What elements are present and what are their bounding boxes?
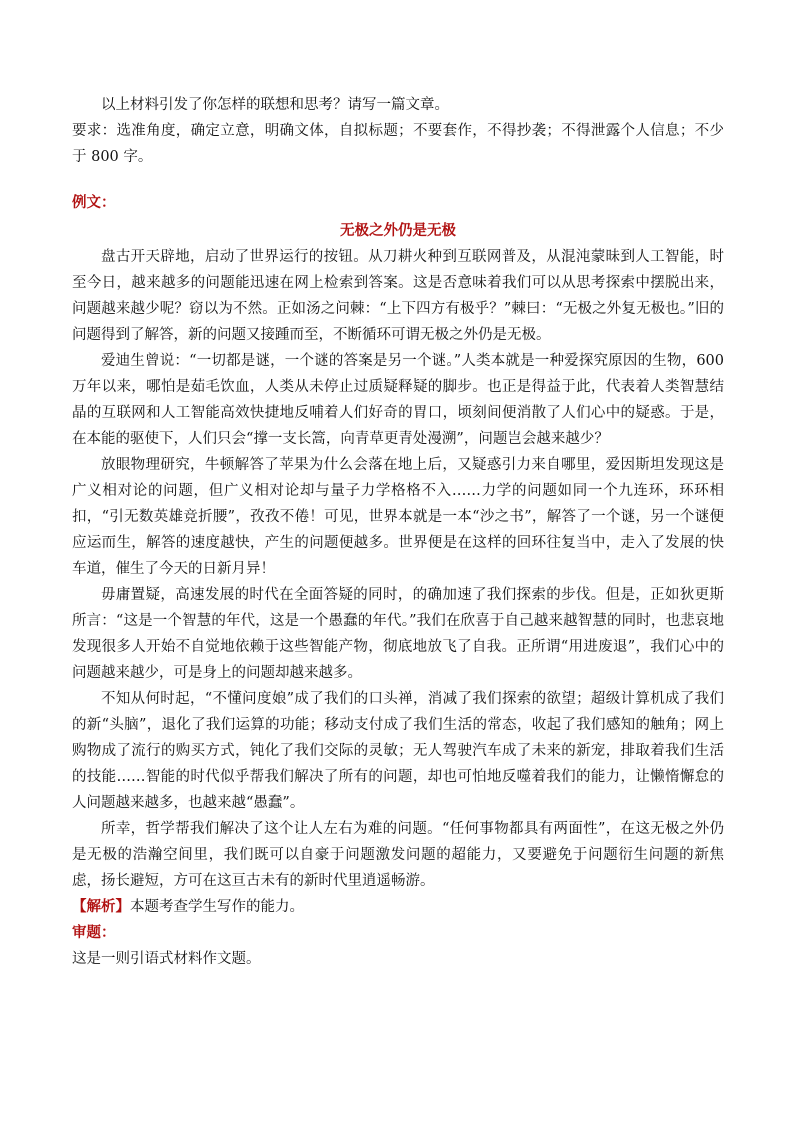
- document-page: [72, 92, 724, 972]
- analysis-label: 【解析】: [72, 898, 130, 915]
- analysis-line: [72, 894, 724, 920]
- essay-paragraph-1: 盘古开天辟地，启动了世界运行的按钮。从刀耕火种到互联网普及，从混沌蒙昧到人工智能，时至今日，越来越多的问题能迅速在网上检索到答案。这是否意味着我们可以从思考探索中摆脱出来，问题越来越少呢？窃以为不然。正如汤之问棘：“上下四方有极乎？”棘曰：“无极之外复无极也。”旧的问题得到了解答，新的问题又接踵而至，不断循环可谓无极之外仍是无极。: [72, 249, 724, 343]
- prompt-intro: 以上材料引发了你怎样的联想和思考？请写一篇文章。: [101, 97, 449, 113]
- essay-paragraph-4: 毋庸置疑，高速发展的时代在全面答疑的同时，的确加速了我们探索的步伐。但是，正如狄更斯所言：“这是一个智慧的年代，这是一个愚蠢的年代。”我们在欣喜于自己越来越智慧的同时，也悲哀地发现很多人开始不自觉地依赖于这些智能产物，彻底地放飞了自我。正所谓“用进废退”，我们心中的问题越来越少，可是身上的问题却越来越多。: [72, 587, 724, 681]
- review-label: 审题：: [72, 924, 116, 941]
- essay-paragraph-2: 爱迪生曾说：“一切都是谜，一个谜的答案是另一个谜。”人类本就是一种爱探究原因的生物，600 万年以来，哪怕是茹毛饮血，人类从未停止过质疑释疑的脚步。也正是得益于此，代表着人类智慧结晶的互联网和人工智能高效快捷地反哺着人们好奇的胃口，顷刻间便消散了人们心中的疑惑。于是，在本能的驱使下，人们只会“撑一支长篙，向青草更青处漫溯”，问题岂会越来越少？: [72, 353, 724, 447]
- prompt-requirement: 要求：选准角度，确定立意，明确文体，自拟标题；不要套作，不得抄袭；不得泄露个人信息；不少于 800 字。: [72, 123, 724, 165]
- example-label: 例文：: [72, 194, 116, 211]
- spacer: [72, 170, 724, 190]
- essay-title: 无极之外仍是无极: [340, 222, 456, 239]
- essay-paragraph-6: 所幸，哲学帮我们解决了这个让人左右为难的问题。“任何事物都具有两面性”，在这无极之外仍是无极的浩瀚空间里，我们既可以自豪于问题激发问题的超能力，又要避免于问题衍生问题的新焦虑，扬长避短，方可在这亘古未有的新时代里逍遥畅游。: [72, 821, 724, 889]
- review-text: 这是一则引语式材料作文题。: [72, 951, 261, 967]
- essay-paragraph-3: 放眼物理研究，牛顿解答了苹果为什么会落在地上后，又疑惑引力来自哪里，爱因斯坦发现这是广义相对论的问题，但广义相对论却与量子力学格格不入……力学的问题如同一个九连环，环环相扣，“引无数英雄竞折腰”，孜孜不倦！可见，世界本就是一本“沙之书”，解答了一个谜，另一个谜便应运而生，解答的速度越快，产生的问题便越多。世界便是在这样的回环往复当中，走入了发展的快车道，催生了今天的日新月异！: [72, 457, 724, 577]
- analysis-text: 本题考查学生写作的能力。: [130, 899, 304, 915]
- essay-paragraph-5: 不知从何时起，“不懂问度娘”成了我们的口头禅，消减了我们探索的欲望；超级计算机成了我们的新“头脑”，退化了我们运算的功能；移动支付成了我们生活的常态，收起了我们感知的触角；网上购物成了流行的购买方式，钝化了我们交际的灵敏；无人驾驶汽车成了未来的新宠，排取着我们生活的技能……智能的时代似乎帮我们解决了所有的问题，却也可怕地反噬着我们的能力，让懒惰懈怠的人问题越来越多，也越来越“愚蠢”。: [72, 691, 724, 811]
